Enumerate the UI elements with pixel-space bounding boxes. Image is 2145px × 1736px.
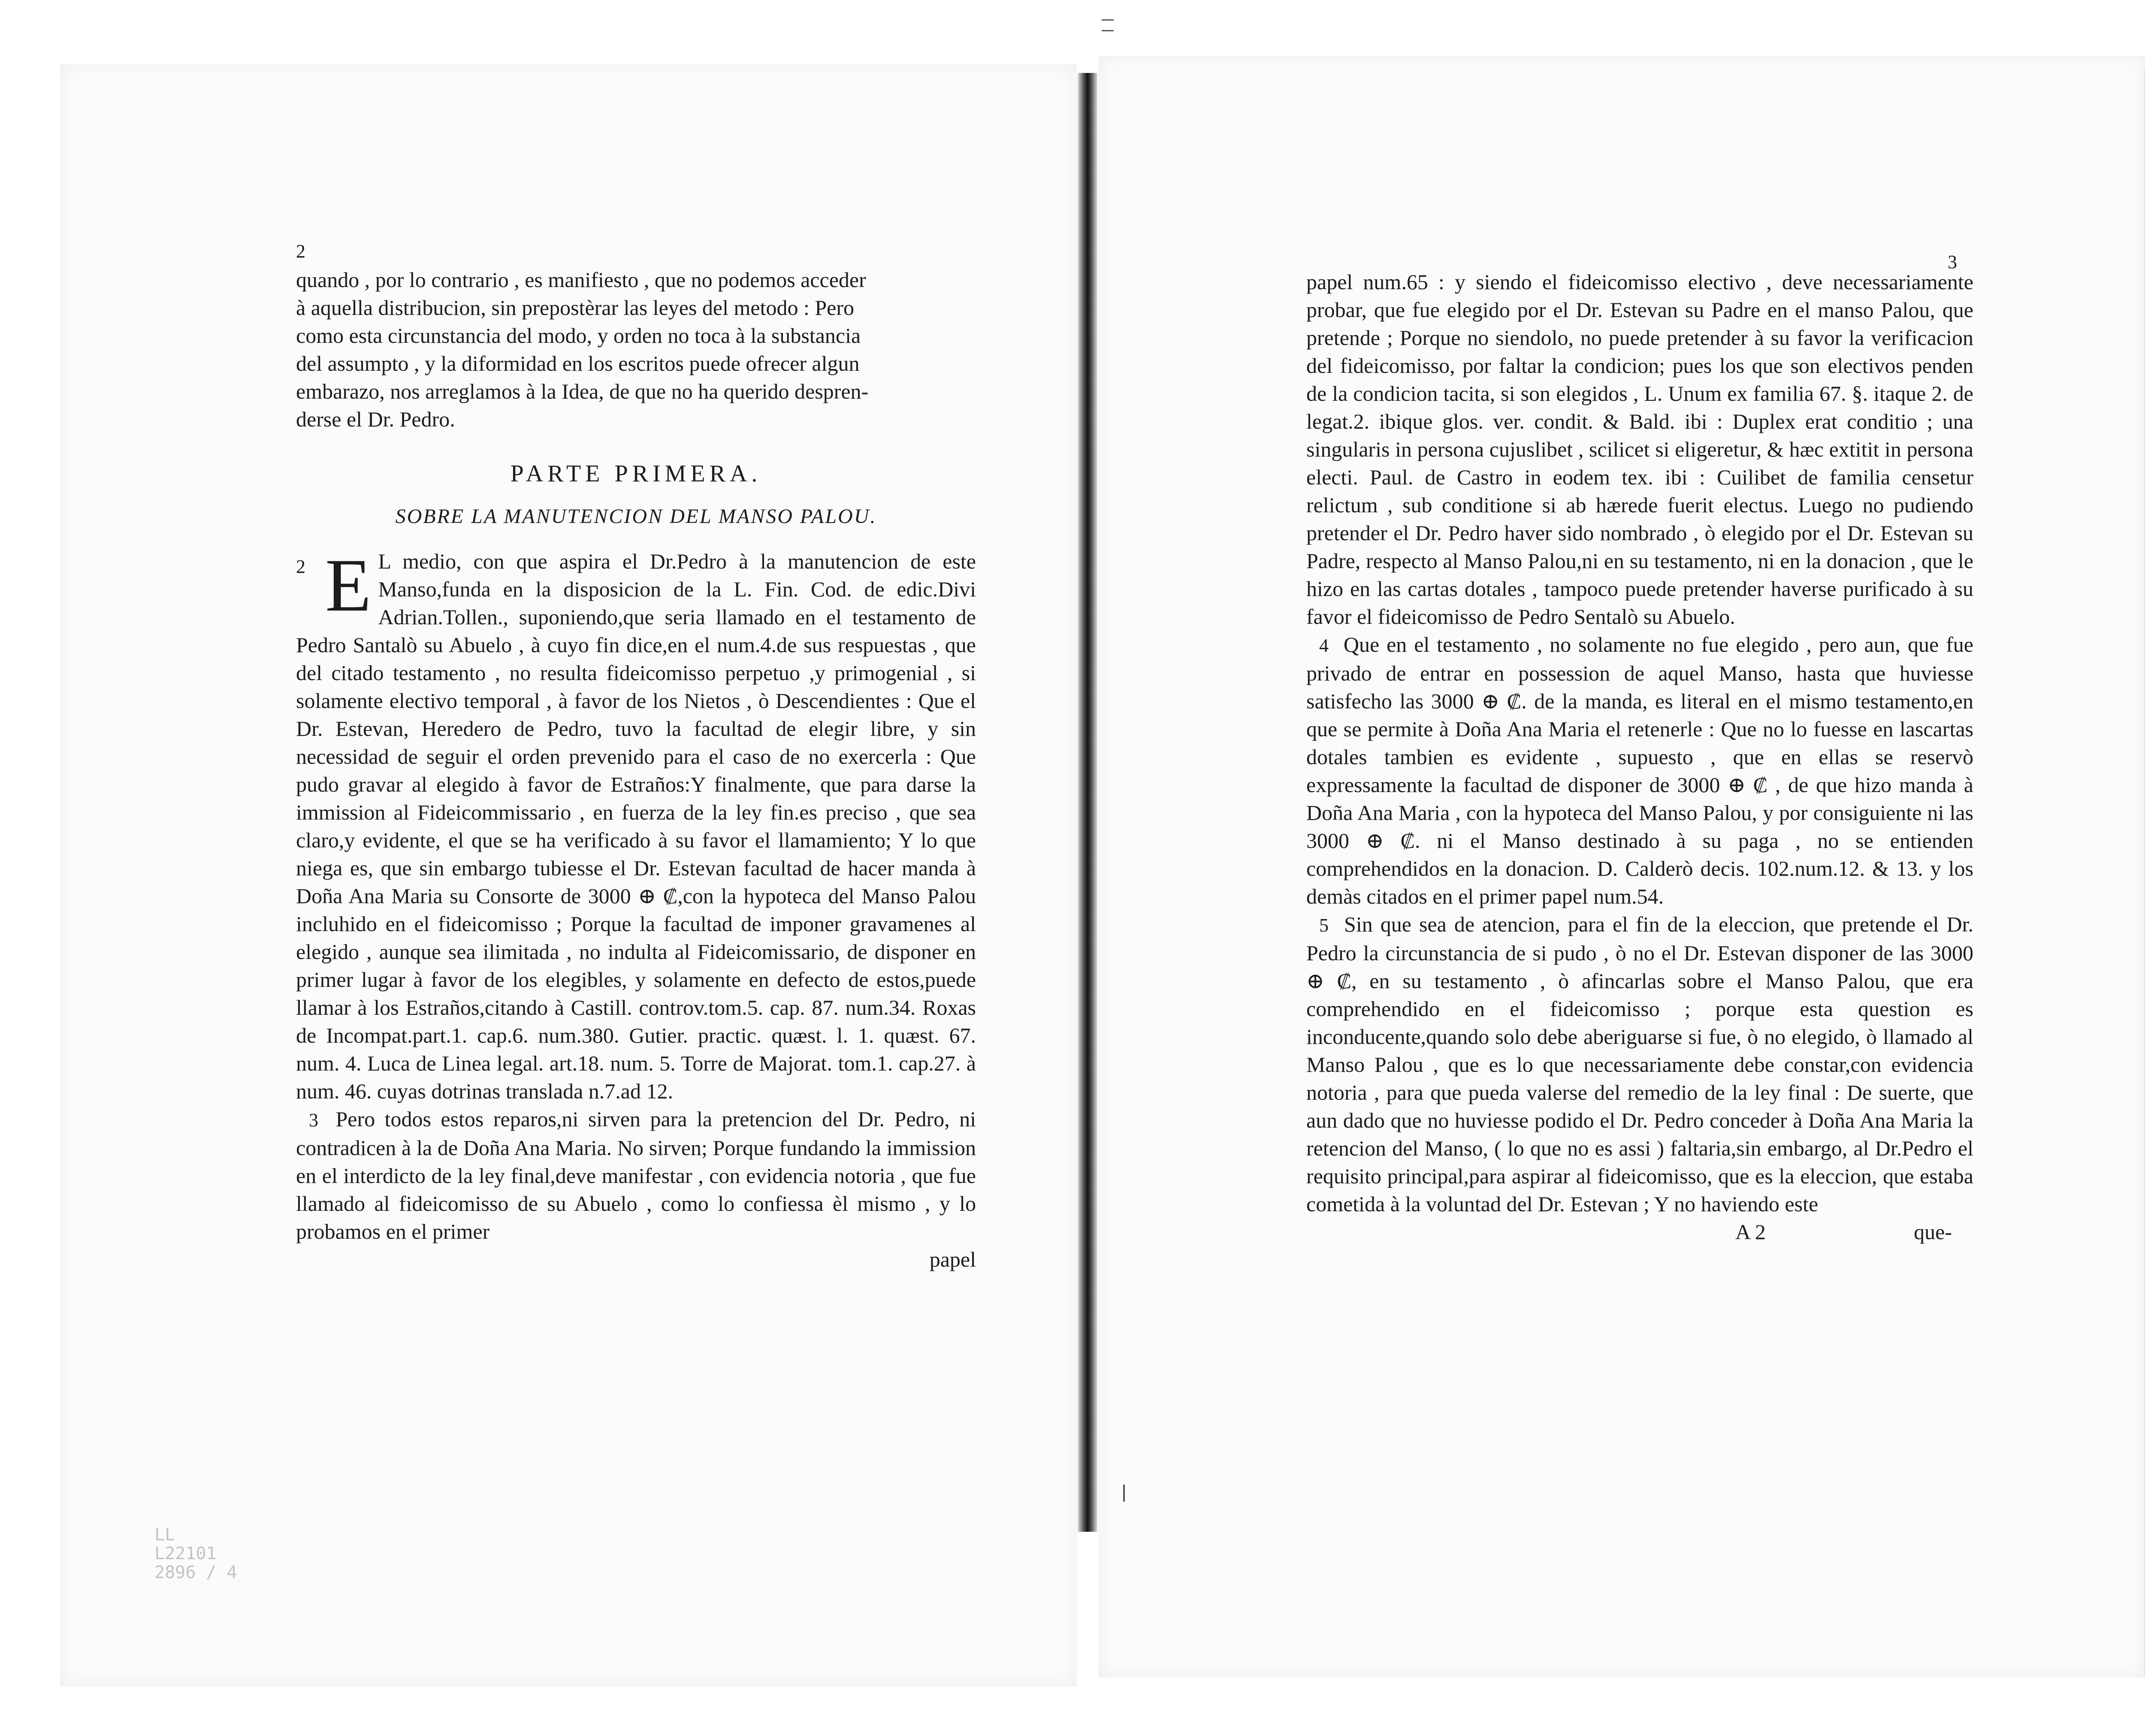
drop-cap: E [325,544,372,627]
book-spine [1078,73,1097,1532]
paragraph-5 [1306,910,1973,1218]
opening-line: del assumpto , y la diformidad en los escritos puede ofrecer algun [296,351,860,375]
paragraph-3 [296,1105,976,1246]
paragraph-number: 3 [309,1110,318,1131]
opening-line: derse el Dr. Pedro. [296,407,455,431]
right-text-column [1306,268,1973,1246]
paragraph-2 [296,544,976,1105]
catchword: que- [1914,1220,1952,1244]
paragraph-text: Pero todos estos reparos,ni sirven para la pretencion del Dr. Pedro, ni contradicen à la de Doña Ana Maria. No sirven; Porque fundando la immission en el interdicto de la ley final,deve manifestar , con evidencia notoria , que fue llamado al fideicomisso de su Abuelo , como lo confiessa èl mismo , y lo probamos en el primer [296,1107,976,1243]
paragraph-number: 2 [296,556,305,577]
library-stamp: LL L22101 2896 / 4 [154,1525,237,1582]
crease-mark [1123,1485,1125,1502]
left-text-column [296,266,976,1273]
signature-mark: A 2 [1735,1220,1766,1244]
opening-line: à aquella distribucion, sin prepostèrar las leyes del metodo : Pero [296,296,855,320]
paragraph-number: 5 [1319,915,1329,936]
page-footer [1306,1218,1973,1246]
crease-mark [1102,19,1114,21]
page-number-right: 3 [1948,251,1957,272]
crease-mark [1102,30,1114,31]
catchword: papel [929,1247,976,1271]
paragraph-number: 4 [1319,635,1329,656]
opening-line: quando , por lo contrario , es manifiesto , que no podemos acceder [296,268,866,292]
opening-line: como esta circunstancia del modo, y orden no toca à la substancia [296,324,861,348]
paragraph-text: Sin que sea de atencion, para el fin de la eleccion, que pretende el Dr. Pedro la circunstancia de si pudo , ò no el Dr. Estevan disponer de las 3000 ⊕ ₡, en su testamento , ò afincarlas sobre el Manso Palou, que era comprehendido en el fideicomisso ; porque esta question es inconducente,quando solo debe aberiguarse si fue, ò no elegido, ò llamado al Manso Palou , que es lo que necessariamente debe constar,con evidencia notoria , para que pueda valerse del remedio de la ley final : De suerte, que aun dado que no huviesse podido el Dr. Pedro conceder à Doña Ana Maria la retencion del Manso, ( lo que no es assi ) faltaria,sin embargo, al Dr.Pedro el requisito principal,para aspirar al fideicomisso, que es la eleccion, que estaba cometida à la voluntad del Dr. Estevan ; Y no haviendo este [1306,912,1973,1216]
paragraph-text: Que en el testamento , no solamente no fue elegido , pero aun, que fue privado de entrar en possession de aquel Manso, hasta que huviesse satisfecho las 3000 ⊕ ₡. de la manda, es literal en el mismo testamento,en que se permite à Doña Ana Maria el retenerle : Que no lo fuesse en lascartas dotales tambien es evidente , supuesto , que en ellas se reservò expressamente la facultad de disponer de 3000 ⊕ ₡ , de que hizo manda à Doña Ana Maria , con la hypoteca del Manso Palou, y por consiguiente ni las 3000 ⊕ ₡. ni el Manso destinado à su paga , no se entienden comprehendidos en la donacion. D. Calderò decis. 102.num.12. & 13. y los demàs citados en el primer papel num.54. [1306,632,1973,908]
opening-line: embarazo, nos arreglamos à la Idea, de que no ha querido despren- [296,379,869,403]
section-heading: PARTE PRIMERA. [510,460,762,487]
section-subheading: SOBRE LA MANUTENCION DEL MANSO PALOU. [395,505,877,528]
paragraph-4 [1306,631,1973,910]
paragraph-continued: papel num.65 : y siendo el fideicomisso electivo , deve necessariamente probar, que fue elegido por el Dr. Estevan su Padre en el manso Palou, que pretende ; Porque no siendolo, no puede pretender à su favor la verificacion del fideicomisso, por faltar la condicion; pues los que son electivos penden de la condicion tacita, si son elegidos , L. Unum ex familia 67. §. itaque 2. de legat.2. ibique glos. ver. condit. & Bald. ibi : Duplex erat conditio ; una singularis in persona cujuslibet , scilicet si eligeretur, & hæc extitit in persona electi. Paul. de Castro in eodem tex. ibi : Cuilibet de familia censetur relictum , sub conditione si ab hærede fuerit electus. Luego no pudiendo pretender el Dr. Pedro haver sido nombrado , ò elegido por el Dr. Estevan su Padre, respecto al Manso Palou,ni en su testamento, ni en la donacion , que le hizo en las cartas dotales , tampoco puede pretender haverse purificado à su favor el fideicomisso de Pedro Sentalò su Abuelo. [1306,270,1973,629]
paragraph-text: L medio, con que aspira el Dr.Pedro à la manutencion de este Manso,funda en la disposicion de la L. Fin. Cod. de edic.Divi Adrian.Tollen., suponiendo,que seria llamado en el testamento de Pedro Santalò su Abuelo , à cuyo fin dice,en el num.4.de sus respuestas , que del citado testamento , no resulta fideicomisso perpetuo ,y primogenial , si solamente electivo temporal , à favor de los Nietos , ò Descendientes : Que el Dr. Estevan, Heredero de Pedro, tuvo la facultad de elegir libre, y sin necessidad de seguir el orden prevenido para el caso de no exercerla : Que pudo gravar al elegido à favor de Estraños:Y finalmente, que para darse la immission al Fideicommissario , en fuerza de la ley fin.es preciso , que sea claro,y evidente, el que se ha verificado à su favor el llamamiento; Y lo que niega es, que sin embargo tubiesse el Dr. Estevan facultad de hacer manda à Doña Ana Maria su Consorte de 3000 ⊕ ₡,con la hypoteca del Manso Palou incluhido en el fideicomisso ; Porque la facultad de imponer gravamenes al elegido , aunque sea ilimitada , no indulta al Fideicomissario, de disponer en primer lugar à favor de los elegibles, y solamente en defecto de estos,puede llamar à los Estraños,citando à Castill. controv.tom.5. cap. 87. num.34. Roxas de Incompat.part.1. cap.6. num.380. Gutier. practic. quæst. l. 1. quæst. 67. num. 4. Luca de Linea legal. art.18. num. 5. Torre de Majorat. tom.1. cap.27. à num. 46. cuyas dotrinas translada n.7.ad 12. [296,549,976,1103]
page-number-left: 2 [296,241,305,262]
